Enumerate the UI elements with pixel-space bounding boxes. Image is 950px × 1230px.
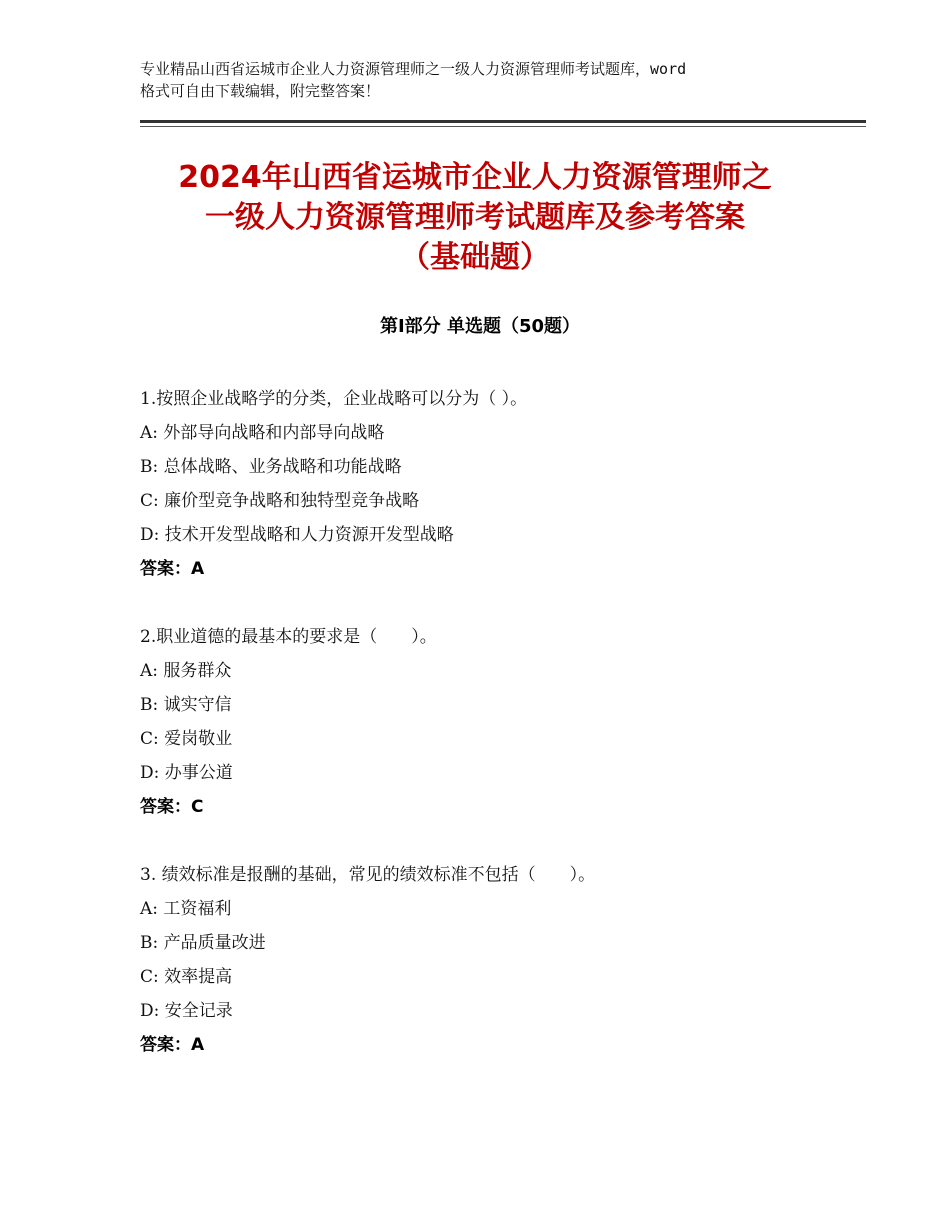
document-title — [130, 158, 820, 278]
option-b: B: 总体战略、业务战略和功能战略 — [140, 457, 402, 477]
option-d: D: 办事公道 — [140, 763, 233, 783]
question-stem: 3. 绩效标准是报酬的基础，常见的绩效标准不包括（ ）。 — [140, 865, 596, 885]
option-c: C: 效率提高 — [140, 967, 233, 987]
option-b: B: 诚实守信 — [140, 695, 232, 715]
option-a: A: 服务群众 — [140, 661, 232, 681]
header-divider-thick — [140, 120, 866, 123]
section-title: 第Ⅰ部分 单选题（50题） — [379, 316, 580, 337]
header-note-line-2: 格式可自由下载编辑，附完整答案！ — [140, 82, 381, 100]
option-a: A: 工资福利 — [140, 899, 232, 919]
option-c: C: 爱岗敬业 — [140, 729, 233, 749]
question-answer: 答案：A — [140, 559, 205, 579]
question-stem: 1.按照企业战略学的分类，企业战略可以分为（ ）。 — [140, 389, 528, 409]
question-stem: 2.职业道德的最基本的要求是（ ）。 — [140, 627, 437, 647]
question-answer: 答案：A — [140, 1035, 205, 1055]
option-c: C: 廉价型竞争战略和独特型竞争战略 — [140, 491, 420, 511]
document-title-line-3: （基础题） — [400, 240, 550, 275]
header-divider-thin — [140, 126, 866, 127]
question-2 — [140, 620, 860, 824]
option-d: D: 安全记录 — [140, 1001, 233, 1021]
question-1 — [140, 382, 860, 586]
option-a: A: 外部导向战略和内部导向战略 — [140, 423, 385, 443]
option-d: D: 技术开发型战略和人力资源开发型战略 — [140, 525, 454, 545]
document-title-line-2: 一级人力资源管理师考试题库及参考答案 — [205, 200, 745, 235]
question-answer: 答案：C — [140, 797, 204, 817]
option-b: B: 产品质量改进 — [140, 933, 266, 953]
header-note — [140, 58, 830, 102]
document-title-line-1: 2024年山西省运城市企业人力资源管理师之 — [178, 160, 772, 195]
question-list — [140, 382, 860, 1096]
question-3 — [140, 858, 860, 1062]
header-note-line-1: 专业精品山西省运城市企业人力资源管理师之一级人力资源管理师考试题库，word — [140, 60, 687, 78]
